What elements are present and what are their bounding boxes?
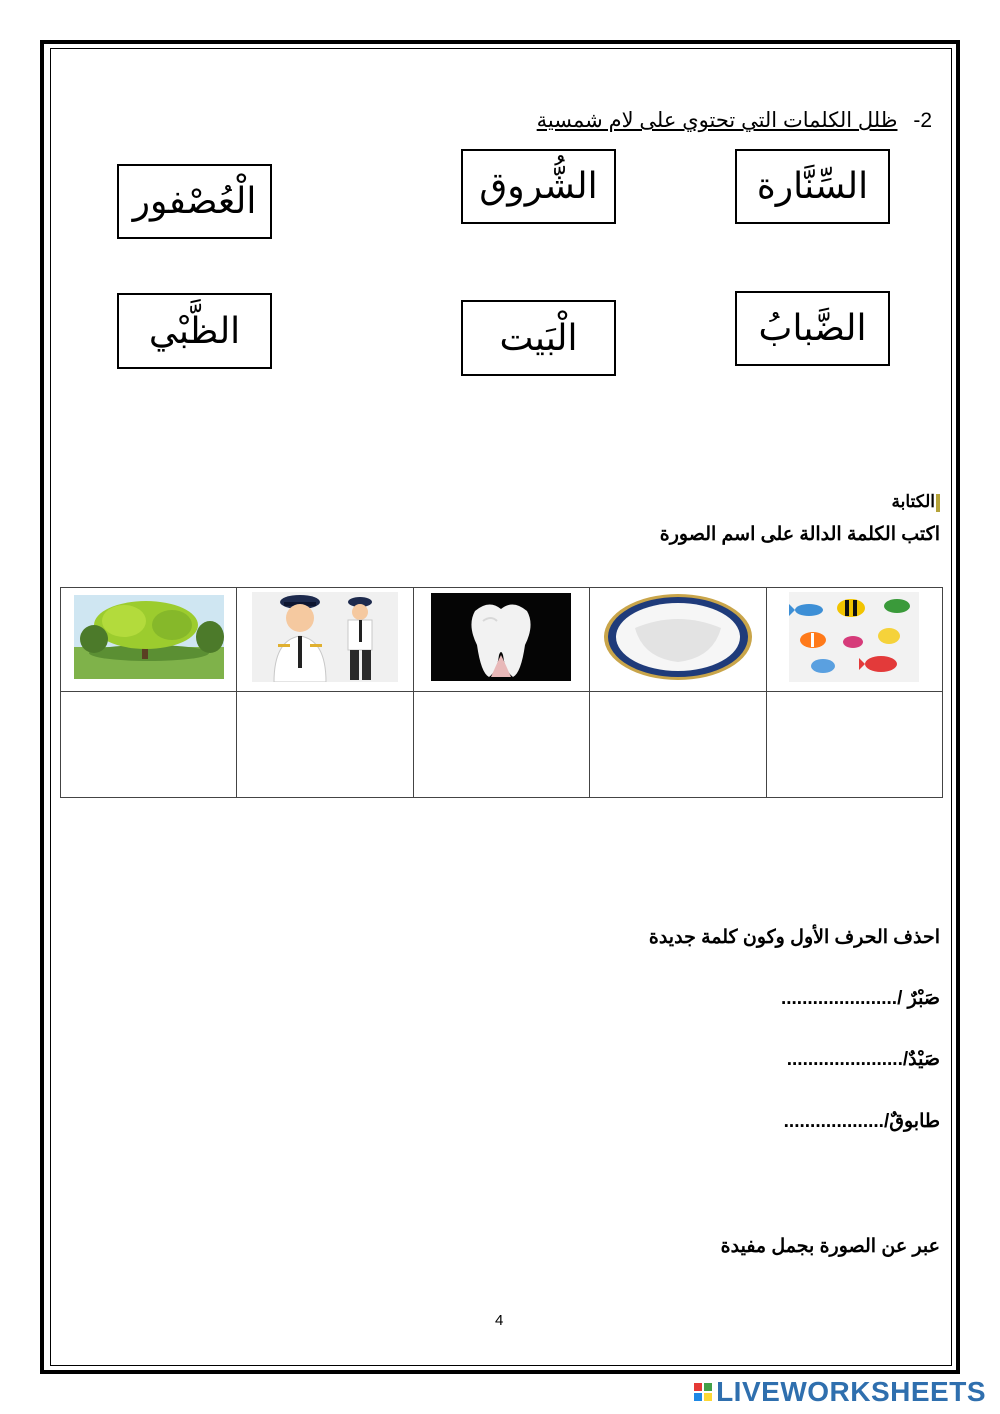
- express-instruction: عبر عن الصورة بجمل مفيدة: [720, 1236, 940, 1257]
- picture-table: [60, 587, 943, 798]
- tooth-image: [431, 593, 571, 681]
- word-box-zabi[interactable]: الظَّبْي: [117, 293, 272, 369]
- tree-image: [74, 595, 224, 679]
- word-box-sinnara[interactable]: السِّنَّارة: [735, 149, 890, 224]
- delete-letter-item[interactable]: طابوقٌ/...................: [783, 1111, 940, 1132]
- question-number: 2-: [913, 109, 932, 132]
- picture-cell-tooth: [413, 588, 589, 692]
- pilot-image: [252, 592, 398, 682]
- picture-cell-plate: [590, 588, 766, 692]
- delete-letter-instruction: احذف الحرف الأول وكون كلمة جديدة: [648, 927, 940, 948]
- fish-image: [789, 592, 919, 682]
- picture-cell-fish: [766, 588, 942, 692]
- answer-cell-fish[interactable]: [766, 692, 942, 798]
- answer-cell-tree[interactable]: [61, 692, 237, 798]
- word-box-dabab[interactable]: الضَّبابُ: [735, 291, 890, 366]
- brand-name: LIVEWORKSHEETS: [716, 1376, 986, 1407]
- writing-section-label: الكتابة: [892, 492, 940, 512]
- question-instruction: ظلل الكلمات التي تحتوي على لام شمسية: [536, 109, 898, 132]
- answer-cell-pilot[interactable]: [237, 692, 413, 798]
- word-box-usfur[interactable]: الْعُصْفور: [117, 164, 272, 239]
- question-2-title: [537, 108, 932, 133]
- brand-logo-icon: [694, 1383, 712, 1401]
- picture-cell-tree: [61, 588, 237, 692]
- highlight-mark: [936, 494, 940, 512]
- page-number: 4: [495, 1312, 504, 1329]
- writing-instruction: اكتب الكلمة الدالة على اسم الصورة: [659, 524, 940, 545]
- delete-letter-item[interactable]: صَيْدٌ/......................: [786, 1049, 940, 1070]
- word-box-bayt[interactable]: الْبَيت: [461, 300, 616, 376]
- picture-cell-pilot: [237, 588, 413, 692]
- answer-cell-tooth[interactable]: [413, 692, 589, 798]
- delete-letter-item[interactable]: صَبْرٌ /......................: [780, 988, 940, 1009]
- word-box-shuruq[interactable]: الشُّروق: [461, 149, 616, 224]
- answer-cell-plate[interactable]: [590, 692, 766, 798]
- liveworksheets-brand: [694, 1376, 986, 1408]
- plate-image: [603, 592, 753, 682]
